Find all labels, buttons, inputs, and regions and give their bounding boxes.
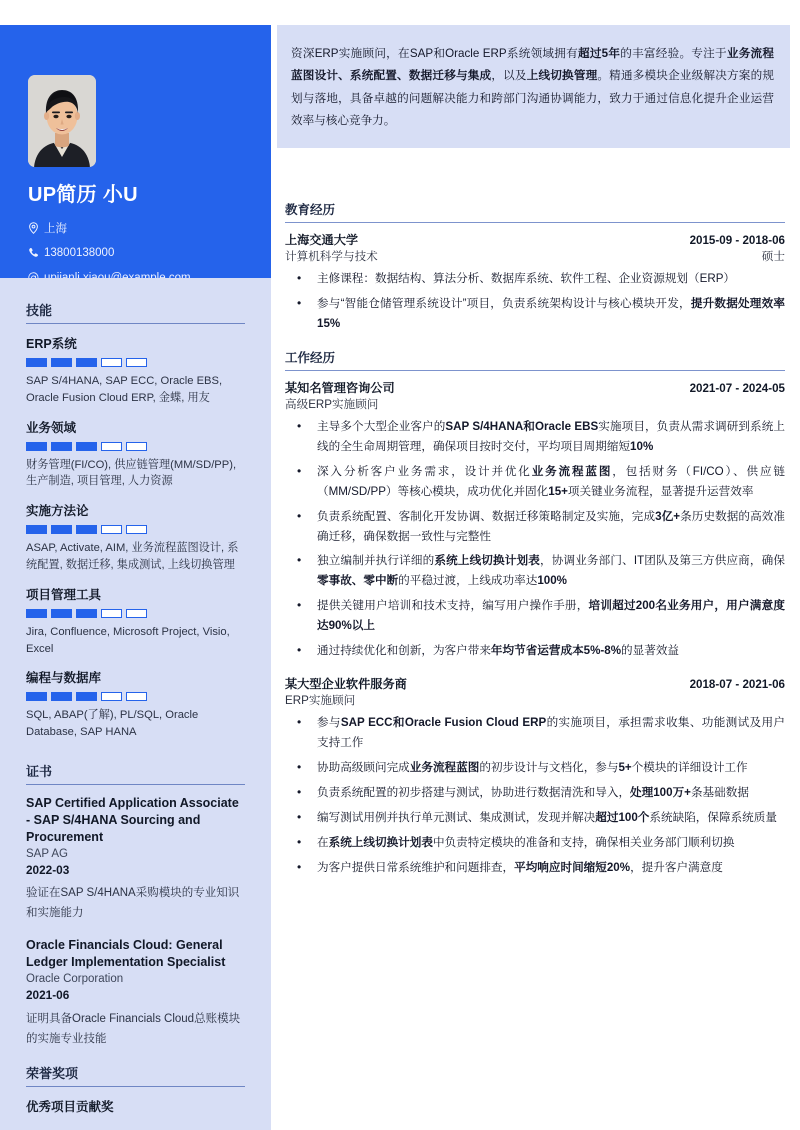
skill-segment: [126, 525, 147, 534]
bullet-item: • 提供关键用户培训和技术支持，编写用户操作手册，培训超过200名业务用户，用户满意度达90%以上: [285, 596, 785, 636]
skill-segment: [51, 442, 72, 451]
work-entry: [285, 675, 785, 878]
contact-phone-value: 13800138000: [44, 246, 115, 259]
skill-segment: [76, 609, 97, 618]
phone-icon: [28, 246, 44, 260]
skill-description: SAP S/4HANA, SAP ECC, Oracle EBS, Oracle Fusion Cloud ERP, 金蝶, 用友: [26, 375, 223, 404]
location-pin-icon: [28, 221, 44, 235]
skill-segment: [126, 358, 147, 367]
education-bullets: [285, 269, 785, 334]
skill-description: Jira, Confluence, Microsoft Project, Visio, Excel: [26, 625, 230, 655]
section-work: [285, 348, 785, 878]
skill-name: 编程与数据库: [26, 671, 102, 686]
skill-description: ASAP, Activate, AIM, 业务流程蓝图设计, 系统配置, 数据迁移, 集成测试, 上线切换管理: [26, 542, 239, 571]
skill-segment: [76, 442, 97, 451]
skill-segment: [101, 609, 122, 618]
skill-segment: [126, 442, 147, 451]
sidebar-content: [0, 278, 271, 1130]
job-title: ERP实施顾问: [285, 694, 356, 708]
bullet-item: • 参与SAP ECC和Oracle Fusion Cloud ERP的实施项目，承担需求收集、功能测试及用户支持工作: [285, 713, 785, 753]
company-name: 某大型企业软件服务商: [285, 677, 407, 692]
skill-level-bar: [26, 609, 245, 618]
education-entry: [285, 231, 785, 334]
entry-header-row: [285, 231, 785, 248]
bullet-item: • 通过持续优化和创新，为客户带来年均节省运营成本5%-8%的显著效益: [285, 641, 785, 661]
skill-segment: [51, 609, 72, 618]
person-name: UP简历 小U: [28, 184, 138, 206]
honors-list: [26, 1097, 245, 1115]
skill-description: 财务管理(FI/CO), 供应链管理(MM/SD/PP), 生产制造, 项目管理, 人力资源: [26, 458, 237, 488]
cert-description: 验证在SAP S/4HANA采购模块的专业知识和实施能力: [26, 887, 240, 920]
bullet-item: • 为客户提供日常系统维护和问题排查，平均响应时间缩短20%，提升客户满意度: [285, 858, 785, 878]
skill-item: [26, 334, 245, 407]
skill-level-bar: [26, 692, 245, 701]
skill-segment: [26, 358, 47, 367]
skill-segment: [76, 358, 97, 367]
bullet-item: • 独立编制并执行详细的系统上线切换计划表，协调业务部门、IT团队及第三方供应商，确保零事故、零中断的平稳过渡，上线成功率达100%: [285, 551, 785, 591]
entry-subheader-row: [285, 396, 785, 412]
skill-segment: [51, 525, 72, 534]
honor-name: 优秀项目贡献奖: [26, 1100, 114, 1115]
left-column: [0, 0, 271, 1130]
sidebar-section-honors-title: 荣誉奖项: [26, 1063, 245, 1087]
skills-list: [26, 334, 245, 741]
skill-segment: [126, 692, 147, 701]
job-title: 高级ERP实施顾问: [285, 397, 379, 411]
skill-name: 业务领域: [26, 420, 77, 435]
cert-org: Oracle Corporation: [26, 973, 124, 986]
skill-item: [26, 668, 245, 741]
skill-segment: [76, 525, 97, 534]
skill-segment: [26, 609, 47, 618]
skill-segment: [101, 358, 122, 367]
work-entry: [285, 379, 785, 661]
skill-description: SQL, ABAP(了解), PL/SQL, Oracle Database, SAP HANA: [26, 709, 199, 739]
company-name: 某知名管理咨询公司: [285, 380, 395, 395]
skill-item: [26, 418, 245, 491]
cert-name: SAP Certified Application Associate - SAP S/4HANA Sourcing and Procurement: [26, 795, 239, 844]
bullet-item: • 负责系统配置、客制化开发协调、数据迁移策略制定及实施，完成3亿+条历史数据的高效准确迁移，确保数据一致性与完整性: [285, 507, 785, 547]
major-name: 计算机科学与技术: [285, 250, 378, 263]
school-name: 上海交通大学: [285, 233, 359, 247]
skill-level-bar: [26, 358, 245, 367]
bullet-item: • 在系统上线切换计划表中负责特定模块的准备和支持，确保相关业务部门顺利切换: [285, 833, 785, 853]
cert-item: [26, 795, 245, 923]
work-date: 2021-07 - 2024-05: [689, 381, 785, 395]
bullet-item: • 主修课程：数据结构、算法分析、数据库系统、软件工程、企业资源规划（ERP）: [285, 269, 785, 289]
skill-segment: [26, 692, 47, 701]
skill-level-bar: [26, 442, 245, 451]
entry-subheader-row: [285, 692, 785, 708]
skill-item: [26, 501, 245, 574]
skill-segment: [51, 692, 72, 701]
entry-header-row: [285, 675, 785, 692]
cert-date: 2022-03: [26, 862, 70, 877]
work-bullets: [285, 417, 785, 661]
skill-segment: [26, 525, 47, 534]
degree-label: 硕士: [761, 250, 785, 263]
sidebar-section-certs-title: 证书: [26, 761, 245, 785]
skill-item: [26, 585, 245, 658]
bullet-item: • 参与“智能仓储管理系统设计”项目，负责系统架构设计与核心模块开发，提升数据处理效率15%: [285, 294, 785, 334]
work-bullets: [285, 713, 785, 878]
profile-header: [0, 25, 271, 278]
skill-segment: [101, 442, 122, 451]
cert-date: 2021-06: [26, 988, 70, 1003]
entry-header-row: [285, 379, 785, 396]
cert-org: SAP AG: [26, 847, 68, 860]
cert-name: Oracle Financials Cloud: General Ledger Implementation Specialist: [26, 938, 226, 970]
skill-segment: [101, 692, 122, 701]
summary-text: 资深ERP实施顾问，在SAP和Oracle ERP系统领域拥有超过5年的丰富经验。专注于业务流程蓝图设计、系统配置、数据迁移与集成，以及上线切换管理。精通多模块企业级解决方案的规划与落地，具备卓越的问题解决能力和跨部门沟通协调能力，致力于通过信息化提升企业运营效率与核心竞争力。: [291, 47, 774, 127]
skill-segment: [126, 609, 147, 618]
bullet-item: • 编写测试用例并执行单元测试、集成测试，发现并解决超过100个系统缺陷，保障系统质量: [285, 808, 785, 828]
cert-description: 证明具备Oracle Financials Cloud总账模块的实施专业技能: [26, 1012, 241, 1045]
skill-segment: [26, 442, 47, 451]
section-education-title: 教育经历: [285, 200, 785, 223]
contact-location: [28, 215, 258, 240]
section-work-title: 工作经历: [285, 348, 785, 371]
entry-subheader-row: [285, 248, 785, 264]
skill-name: ERP系统: [26, 337, 77, 351]
section-education: [285, 200, 785, 334]
bullet-item: • 协助高级顾问完成业务流程蓝图的初步设计与文档化，参与5+个模块的详细设计工作: [285, 758, 785, 778]
contact-phone: [28, 240, 258, 265]
work-date: 2018-07 - 2021-06: [689, 678, 785, 692]
bullet-item: • 主导多个大型企业客户的SAP S/4HANA和Oracle EBS实施项目，负责从需求调研到系统上线的全生命周期管理，确保项目按时交付，平均项目周期缩短10%: [285, 417, 785, 457]
skill-segment: [76, 692, 97, 701]
sidebar-section-skills-title: 技能: [26, 300, 245, 324]
contact-location-value: 上海: [44, 222, 67, 235]
bullet-item: • 深入分析客户业务需求，设计并优化业务流程蓝图，包括财务（FI/CO）、供应链（MM/SD/PP）等核心模块，成功优化并固化15+项关键业务流程，显著提升运营效率: [285, 462, 785, 502]
certs-list: [26, 795, 245, 1049]
skill-name: 实施方法论: [26, 504, 89, 519]
avatar: [28, 75, 96, 167]
summary-panel: [277, 25, 790, 148]
bullet-item: • 负责系统配置的初步搭建与测试，协助进行数据清洗和导入，处理100万+条基础数据: [285, 783, 785, 803]
cert-item: [26, 937, 245, 1049]
education-date: 2015-09 - 2018-06: [689, 234, 785, 247]
main-column: [285, 200, 785, 892]
skill-segment: [101, 525, 122, 534]
skill-name: 项目管理工具: [26, 587, 102, 602]
skill-segment: [51, 358, 72, 367]
skill-level-bar: [26, 525, 245, 534]
